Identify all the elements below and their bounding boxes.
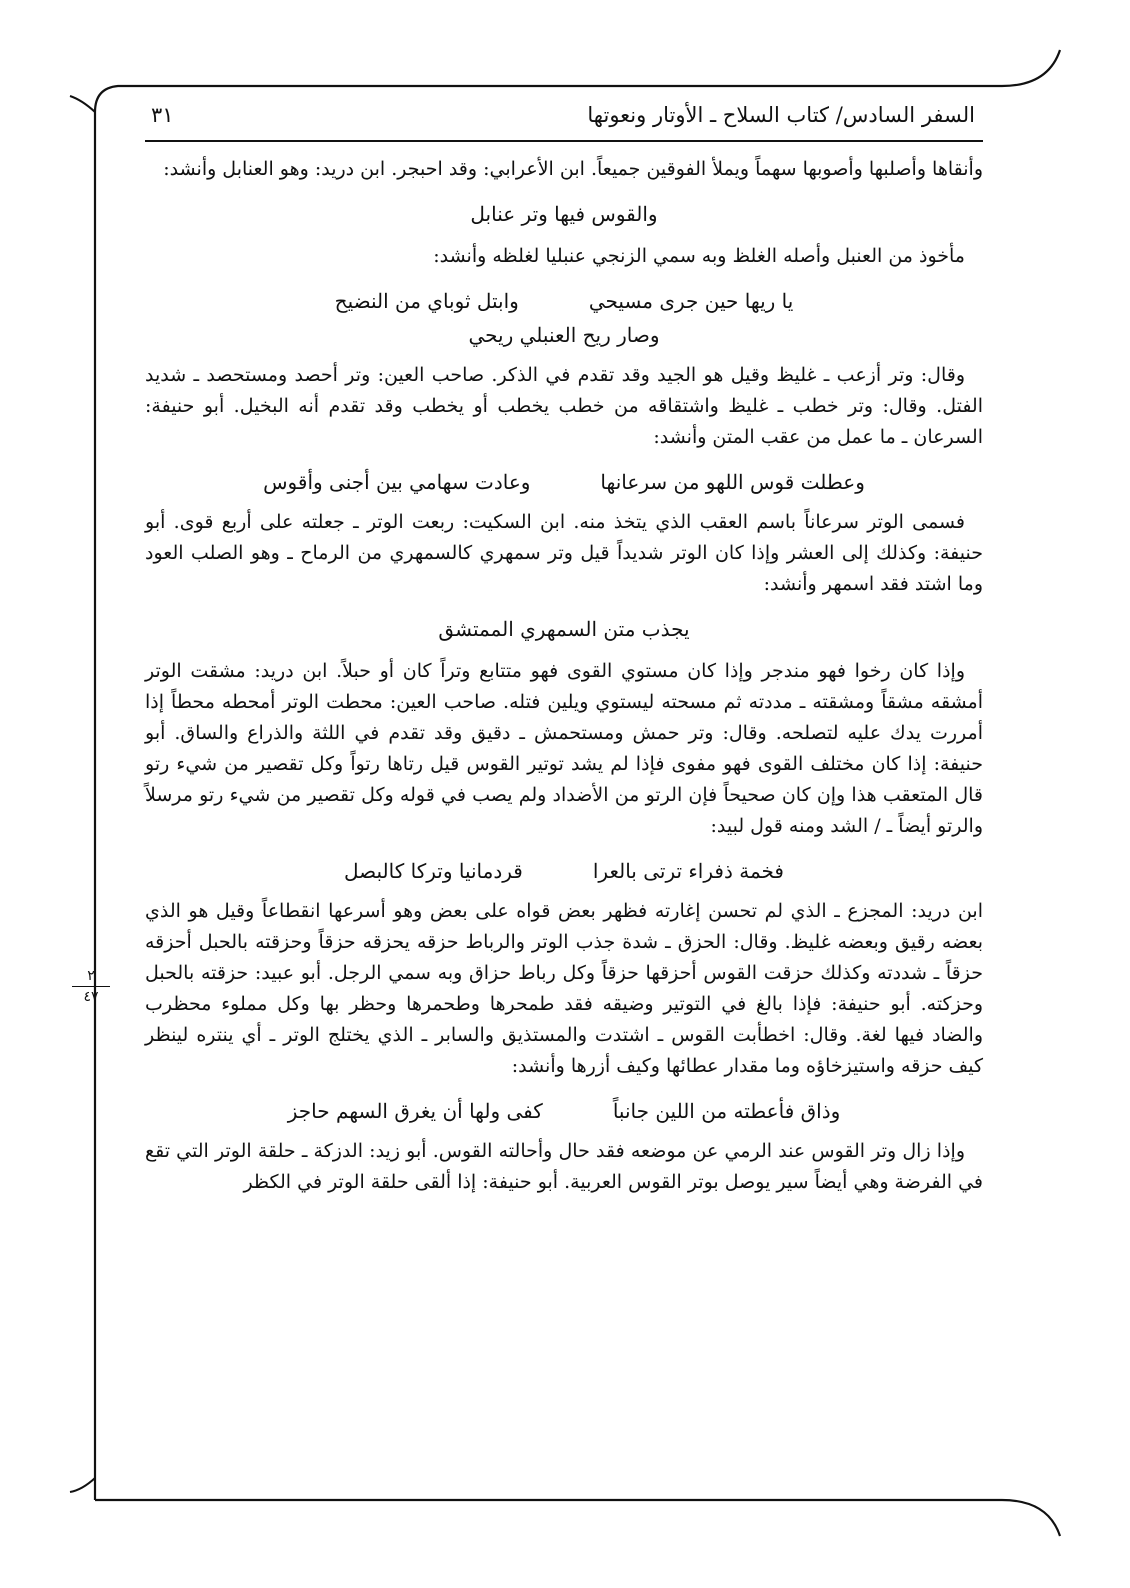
verse-2b-hemistich: وصار ريح العنبلي ريحي: [468, 323, 660, 347]
paragraph-7: وإذا زال وتر القوس عند الرمي عن موضعه فقد حال وأحالته القوس. أبو زيد: الدزكة ـ حلقة الوتر التي تقع في الفرضة وهي أيضاً سير يوصل بوتر القوس العربية. أبو حنيفة: إذا ألقى حلقة الوتر في الكظر: [145, 1140, 983, 1193]
verse-3: [145, 465, 983, 499]
verse-5-second-hemistich: قردمانيا وتركا كالبصل: [344, 859, 523, 883]
paragraph-6: ابن دريد: المجزع ـ الذي لم تحسن إغارته فظهر بعض قواه على بعض وهو أسرعها انقطاعاً وقيل هو الذي بعضه رقيق وبعضه غليظ. وقال: الحزق ـ شدة جذب الوتر والرباط حزقه يحزقه حزقاً وحزقته بالحبل أحزقه حزقاً ـ شددته وكذلك حزقت القوس أحزقها حزقاً وكل رباط حزاق وبه سمي الرجل. أبو عبيد: حزقته بالحبل وحزكته. أبو حنيفة: فإذا بالغ في التوتير وضيقه فقد طمحرها وطحمرها وحظر بها وكل مملوء محظرب والضاد فيها لغة. وقال: اخطأبت القوس ـ اشتدت والمستذيق والسابر ـ الذي يختلج الوتر ـ أي ينتره لينظر كيف حزقه واستيزخاؤه وما مقدار عطائها وكيف أزرها وأنشد:: [145, 900, 983, 1077]
verse-2a-second-hemistich: وابتل ثوباي من النضيح: [334, 289, 519, 313]
margin-page-reference: [72, 968, 110, 1005]
paragraph-3: وقال: وتر أزعب ـ غليظ وقيل هو الجيد وقد تقدم في الذكر. صاحب العين: وتر أحصد ومستحصد ـ شديد الفتل. وقال: وتر خطب ـ غليظ واشتقاقه من خطب يخطب أو يخطب وقد تقدم أنه البخيل. أبو حنيفة: السرعان ـ ما عمل من عقب المتن وأنشد:: [145, 364, 983, 448]
margin-reference-bar: [72, 986, 110, 987]
paragraph-2: مأخوذ من العنبل وأصله الغلظ وبه سمي الزنجي عنبليا لغلظه وأنشد:: [433, 245, 965, 267]
header-title: السفر السادس/ كتاب السلاح ـ الأوتار ونعوتها: [587, 103, 975, 127]
verse-3-first-hemistich: وعطلت قوس اللهو من سرعانها: [600, 470, 865, 494]
running-header: [145, 92, 983, 138]
verse-4: يجذب متن السمهري الممتشق: [438, 617, 690, 641]
margin-reference-top: ٢: [87, 968, 95, 984]
paragraph-4: فسمى الوتر سرعاناً باسم العقب الذي يتخذ منه. ابن السكيت: ربعت الوتر ـ جعلته على أربع قوى. أبو حنيفة: وكذلك إلى العشر وإذا كان الوتر شديداً قيل وتر سمهري كالسمهري من الرماح ـ وهو الصلب العود وما اشتد فقد اسمهر وأنشد:: [145, 511, 983, 595]
page-number: ٣١: [151, 103, 174, 127]
verse-6-second-hemistich: كفى ولها أن يغرق السهم حاجز: [287, 1099, 543, 1123]
verse-2a-first-hemistich: يا ريها حين جرى مسيحي: [588, 289, 794, 313]
verse-1: والقوس فيها وتر عنابل: [470, 202, 658, 226]
verse-2a: [145, 284, 983, 318]
paragraph-1: وأنقاها وأصلبها وأصوبها سهماً ويملأ الفوقين جميعاً. ابن الأعرابي: وقد احبجر. ابن دريد: وهو العنابل وأنشد:: [163, 158, 983, 180]
margin-reference-bottom: ٤٧: [83, 989, 99, 1005]
paragraph-5: وإذا كان رخوا فهو مندجر وإذا كان مستوي القوى فهو متتابع وتراً كان أو حبلاً. ابن دريد: مشقت الوتر أمشقه مشقاً ومشقته ـ مددته ثم مسحته ليستوي ويلين فتله. صاحب العين: محطت الوتر أمحطه محطاً إذا أمررت يدك عليه لتصلحه. وقال: وتر حمش ومستحمش ـ دقيق وقد تقدم في اللثة والذراع والساق. أبو حنيفة: إذا كان مختلف القوى فهو مفوى فإذا لم يشد توتير القوس قيل رتاها رتواً وكل تقصير من شيء رتو قال المتعقب هذا وإن كان صحيحاً فإن الرتو من الأضداد ولم يصب في قوله وكل تقصير من شيء رتو مرسلاً والرتو أيضاً ـ / الشد ومنه قول لبيد:: [145, 660, 983, 837]
verse-3-second-hemistich: وعادت سهامي بين أجنى وأقوس: [263, 470, 531, 494]
book-page: [145, 92, 983, 1507]
verse-2b: [145, 318, 983, 352]
verse-5-first-hemistich: فخمة ذفراء ترتى بالعرا: [592, 859, 784, 883]
verse-5: [145, 854, 983, 888]
page-body: [145, 154, 983, 1210]
verse-6-first-hemistich: وذاق فأعطته من اللين جانباً: [612, 1099, 841, 1123]
header-rule: [145, 140, 983, 142]
verse-6: [145, 1094, 983, 1128]
